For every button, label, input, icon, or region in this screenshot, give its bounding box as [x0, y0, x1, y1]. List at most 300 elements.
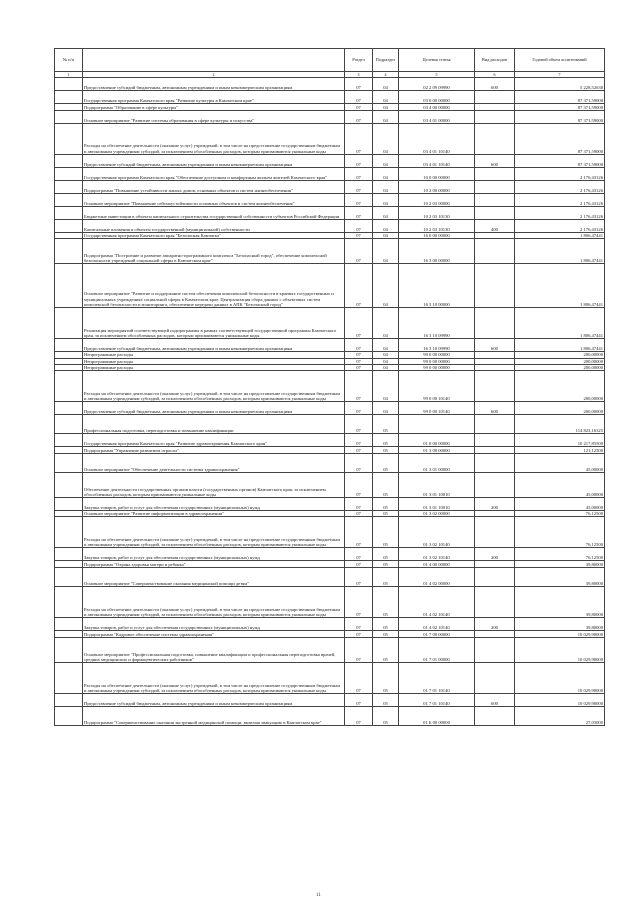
row-razdel-cell: 07: [345, 124, 373, 155]
row-name-cell: Профессиональная подготовка, переподготовка и повышение квалификации: [83, 415, 345, 434]
row-number-cell: [55, 631, 83, 638]
row-name-cell: Непрограммные расходы: [83, 352, 345, 358]
row-number-cell: [55, 434, 83, 447]
row-expense-type-cell: [475, 264, 515, 308]
row-podrazdel-cell: 04: [373, 181, 399, 194]
row-expense-type-cell: 600: [475, 155, 515, 168]
row-number-cell: [55, 220, 83, 233]
row-amount-cell: 39,80000: [515, 587, 605, 618]
column-number: 7: [515, 72, 605, 78]
row-name-cell: Капитальные вложения в объекты государственной (муниципальной) собственности: [83, 220, 345, 233]
row-target-article-cell: 99 0 00 00000: [399, 358, 475, 364]
row-target-article-cell: 01 3 02 10140: [399, 548, 475, 561]
row-podrazdel-cell: 04: [373, 124, 399, 155]
row-podrazdel-cell: 04: [373, 111, 399, 124]
row-name-cell: Подпрограмма "Кадровое обеспечение системы здравоохранения": [83, 631, 345, 638]
row-expense-type-cell: [475, 517, 515, 548]
row-razdel-cell: 07: [345, 91, 373, 104]
row-amount-cell: 39,80000: [515, 561, 605, 568]
row-number-cell: [55, 168, 83, 181]
row-amount-cell: 200,00000: [515, 358, 605, 364]
row-number-cell: [55, 694, 83, 707]
row-amount-cell: 200,00000: [515, 371, 605, 402]
table-row: [55, 638, 605, 663]
table-row: [55, 78, 605, 91]
row-razdel-cell: 07: [345, 352, 373, 358]
table-row: [55, 168, 605, 181]
row-name-cell: Расходы на обеспечение деятельности (оказание услуг) учреждений, в том числе на предоставление государственным бюджетным и автономным учреждениям субсидий, за исключением обособленных расходов, которым присваиваются уникальные коды: [83, 371, 345, 402]
row-razdel-cell: 07: [345, 358, 373, 364]
row-target-article-cell: 99 0 00 00000: [399, 364, 475, 370]
row-name-cell: Предоставление субсидий бюджетным, автономным учреждениям и иным некоммерческим организациям: [83, 339, 345, 352]
row-expense-type-cell: 400: [475, 220, 515, 233]
table-row: [55, 415, 605, 434]
row-expense-type-cell: [475, 104, 515, 111]
row-target-article-cell: 10 2 03 10130: [399, 207, 475, 220]
row-expense-type-cell: [475, 638, 515, 663]
header-cell-expense-type: Вид расходов: [475, 49, 515, 72]
row-number-cell: [55, 339, 83, 352]
row-number-cell: [55, 308, 83, 339]
row-amount-cell: 87 371,59000: [515, 104, 605, 111]
row-number-cell: [55, 91, 83, 104]
row-podrazdel-cell: 04: [373, 155, 399, 168]
row-target-article-cell: 10 2 00 00000: [399, 181, 475, 194]
row-razdel-cell: 07: [345, 498, 373, 511]
row-name-cell: Государственная программа Камчатского края "Обеспечение доступным и комфортным жильем жителей Камчатского края": [83, 168, 345, 181]
row-razdel-cell: 07: [345, 548, 373, 561]
row-target-article-cell: 01 3 00 00000: [399, 447, 475, 454]
row-target-article-cell: 16 3 10 09990: [399, 308, 475, 339]
row-razdel-cell: 07: [345, 339, 373, 352]
row-expense-type-cell: [475, 91, 515, 104]
row-number-cell: [55, 194, 83, 207]
row-number-cell: [55, 181, 83, 194]
row-target-article-cell: 01 7 00 00000: [399, 631, 475, 638]
row-amount-cell: 10 029,90000: [515, 694, 605, 707]
column-number: 4: [373, 72, 399, 78]
row-target-article-cell: 01 4 00 00000: [399, 561, 475, 568]
row-target-article-cell: 01 3 01 10010: [399, 498, 475, 511]
header-row: [55, 49, 605, 72]
row-razdel-cell: 07: [345, 111, 373, 124]
row-number-cell: [55, 707, 83, 726]
row-podrazdel-cell: 04: [373, 91, 399, 104]
table-row: [55, 239, 605, 264]
table-row: [55, 220, 605, 233]
row-target-article-cell: 01 3 02 10140: [399, 517, 475, 548]
row-number-cell: [55, 548, 83, 561]
row-name-cell: Предоставление субсидий бюджетным, автономным учреждениям и иным некоммерческим организациям: [83, 402, 345, 415]
row-name-cell: Подпрограмма "Охрана здоровья матери и ребенка": [83, 561, 345, 568]
row-amount-cell: 1 806,47441: [515, 339, 605, 352]
row-razdel-cell: 07: [345, 207, 373, 220]
row-expense-type-cell: [475, 663, 515, 694]
table-row: [55, 454, 605, 473]
row-amount-cell: 121,12500: [515, 447, 605, 454]
row-expense-type-cell: 600: [475, 402, 515, 415]
row-target-article-cell: 10 0 00 00000: [399, 168, 475, 181]
row-target-article-cell: 01 4 02 00000: [399, 568, 475, 587]
row-expense-type-cell: 600: [475, 339, 515, 352]
row-amount-cell: 45,00000: [515, 454, 605, 473]
row-target-article-cell: [399, 415, 475, 434]
row-podrazdel-cell: 04: [373, 364, 399, 370]
row-amount-cell: 76,12500: [515, 517, 605, 548]
row-podrazdel-cell: 05: [373, 415, 399, 434]
row-amount-cell: 10 029,90000: [515, 638, 605, 663]
row-podrazdel-cell: 05: [373, 473, 399, 498]
table-row: [55, 371, 605, 402]
row-amount-cell: 87 371,59000: [515, 111, 605, 124]
row-name-cell: Предоставление субсидий бюджетным, автономным учреждениям и иным некоммерческим организациям: [83, 78, 345, 91]
row-razdel-cell: 07: [345, 239, 373, 264]
table-row: [55, 181, 605, 194]
row-amount-cell: 45,00000: [515, 473, 605, 498]
row-amount-cell: 87 371,59000: [515, 91, 605, 104]
header-cell-podrazdel: Подраздел: [373, 49, 399, 72]
row-target-article-cell: 99 0 00 00000: [399, 352, 475, 358]
row-expense-type-cell: [475, 473, 515, 498]
page-number: 11: [316, 893, 321, 898]
row-razdel-cell: 07: [345, 220, 373, 233]
row-expense-type-cell: 200: [475, 498, 515, 511]
row-name-cell: Расходы на обеспечение деятельности (оказание услуг) учреждений, в том числе на предоставление государственным бюджетным и автономным учреждениям субсидий, за исключением обособленных расходов, которым присваиваются уникальные коды: [83, 587, 345, 618]
table-row: [55, 447, 605, 454]
row-amount-cell: 1 806,47441: [515, 308, 605, 339]
row-expense-type-cell: [475, 568, 515, 587]
row-podrazdel-cell: 04: [373, 194, 399, 207]
row-name-cell: Основное мероприятие "Профессиональная подготовка, повышение квалификации и профессиональная переподготовка врачей, средних медицинских и фармацевтических работников": [83, 638, 345, 663]
row-podrazdel-cell: 04: [373, 207, 399, 220]
row-name-cell: Обеспечение деятельности государственных органов власти (государственных органов) Камчатского края, за исключением обособленных расходов, которым присваиваются уникальные коды: [83, 473, 345, 498]
header-cell-target-article: Целевая статья: [399, 49, 475, 72]
header-cell-number: № п/п: [55, 49, 83, 72]
row-target-article-cell: 03 4 01 00000: [399, 111, 475, 124]
column-number: 2: [83, 72, 345, 78]
table-row: [55, 548, 605, 561]
row-podrazdel-cell: 04: [373, 104, 399, 111]
row-podrazdel-cell: 04: [373, 239, 399, 264]
row-razdel-cell: 07: [345, 694, 373, 707]
row-number-cell: [55, 618, 83, 631]
row-expense-type-cell: 600: [475, 78, 515, 91]
table-row: [55, 587, 605, 618]
row-number-cell: [55, 663, 83, 694]
row-razdel-cell: 07: [345, 707, 373, 726]
table-body: [55, 78, 605, 726]
row-razdel-cell: 07: [345, 447, 373, 454]
row-podrazdel-cell: 05: [373, 447, 399, 454]
row-name-cell: Расходы на обеспечение деятельности (оказание услуг) учреждений, в том числе на предоставление государственным бюджетным и автономным учреждениям субсидий, за исключением обособленных расходов, которым присваиваются уникальные коды: [83, 517, 345, 548]
row-razdel-cell: 07: [345, 638, 373, 663]
row-expense-type-cell: [475, 371, 515, 402]
row-podrazdel-cell: 05: [373, 568, 399, 587]
table-row: [55, 694, 605, 707]
row-name-cell: Государственная программа Камчатского края "Развитие здравоохранения Камчатского края": [83, 434, 345, 447]
row-name-cell: Закупка товаров, работ и услуг для обеспечения государственных (муниципальных) нужд: [83, 618, 345, 631]
table-row: [55, 264, 605, 308]
row-expense-type-cell: [475, 415, 515, 434]
row-podrazdel-cell: 05: [373, 511, 399, 517]
row-target-article-cell: 01 Б 00 00000: [399, 707, 475, 726]
row-amount-cell: 2 176,43126: [515, 181, 605, 194]
row-razdel-cell: 07: [345, 264, 373, 308]
row-target-article-cell: 16 3 10 09990: [399, 339, 475, 352]
row-number-cell: [55, 561, 83, 568]
row-expense-type-cell: [475, 111, 515, 124]
row-razdel-cell: 07: [345, 434, 373, 447]
row-podrazdel-cell: 04: [373, 264, 399, 308]
row-podrazdel-cell: 04: [373, 358, 399, 364]
row-razdel-cell: 07: [345, 568, 373, 587]
row-name-cell: Непрограммные расходы: [83, 364, 345, 370]
row-razdel-cell: 07: [345, 473, 373, 498]
row-name-cell: Подпрограмма "Повышение устойчивости жилых домов, основных объектов и систем жизнеобеспечения": [83, 181, 345, 194]
table-row: [55, 707, 605, 726]
row-expense-type-cell: [475, 707, 515, 726]
row-name-cell: Предоставление субсидий бюджетным, автономным учреждениям и иным некоммерческим организациям: [83, 694, 345, 707]
row-podrazdel-cell: 05: [373, 434, 399, 447]
table-row: [55, 498, 605, 511]
table-row: [55, 124, 605, 155]
row-podrazdel-cell: 05: [373, 587, 399, 618]
row-name-cell: Основное мероприятие "Совершенствование оказания медицинской помощи детям": [83, 568, 345, 587]
table-row: [55, 663, 605, 694]
row-number-cell: [55, 264, 83, 308]
row-amount-cell: 45,00000: [515, 498, 605, 511]
row-name-cell: Подпрограмма "Управление развитием отрасли": [83, 447, 345, 454]
row-number-cell: [55, 517, 83, 548]
row-target-article-cell: 02 2 09 09990: [399, 78, 475, 91]
row-amount-cell: 200,00000: [515, 364, 605, 370]
row-expense-type-cell: [475, 168, 515, 181]
row-name-cell: Реализация мероприятий соответствующей подпрограммы в рамках соответствующей государственной программы Камчатского края, за исключением обособленных расходов, которым присваиваются уникальные коды: [83, 308, 345, 339]
row-name-cell: Основное мероприятие "Развитие информатизации в здравоохранении": [83, 511, 345, 517]
row-podrazdel-cell: 04: [373, 402, 399, 415]
table-row: [55, 194, 605, 207]
table-row: [55, 308, 605, 339]
row-name-cell: Расходы на обеспечение деятельности (оказание услуг) учреждений, в том числе на предоставление государственным бюджетным и автономным учреждениям субсидий, за исключением обособленных расходов, которым присваиваются уникальные коды: [83, 663, 345, 694]
table-row: [55, 434, 605, 447]
row-podrazdel-cell: 04: [373, 233, 399, 239]
row-target-article-cell: 01 3 01 10010: [399, 473, 475, 498]
column-number: 6: [475, 72, 515, 78]
row-razdel-cell: 07: [345, 618, 373, 631]
row-name-cell: Основное мероприятие "Развитие и поддержание систем обеспечения комплексной безопасности в краевых государственных и муниципальных учреждениях социальной сферы в Камчатском крае. Централизация сбора данных с объектовых систем комплексной безопасности и мониторинга, обеспечение передачи данных в АПК "Безопасный город": [83, 264, 345, 308]
row-podrazdel-cell: 05: [373, 618, 399, 631]
row-name-cell: Расходы на обеспечение деятельности (оказание услуг) учреждений, в том числе на предоставление государственным бюджетным и автономным учреждениям субсидий, за исключением обособленных расходов, которым присваиваются уникальные коды: [83, 124, 345, 155]
row-target-article-cell: 99 0 00 10140: [399, 371, 475, 402]
row-razdel-cell: 07: [345, 415, 373, 434]
row-razdel-cell: 07: [345, 233, 373, 239]
row-number-cell: [55, 498, 83, 511]
row-amount-cell: 5 228,52630: [515, 78, 605, 91]
row-podrazdel-cell: 04: [373, 220, 399, 233]
row-target-article-cell: 03 4 00 00000: [399, 104, 475, 111]
table-row: [55, 517, 605, 548]
row-podrazdel-cell: 05: [373, 561, 399, 568]
row-amount-cell: 76,12500: [515, 548, 605, 561]
row-razdel-cell: 07: [345, 517, 373, 548]
row-amount-cell: 200,00000: [515, 352, 605, 358]
row-amount-cell: 39,80000: [515, 618, 605, 631]
row-podrazdel-cell: 05: [373, 638, 399, 663]
row-podrazdel-cell: 05: [373, 631, 399, 638]
row-name-cell: Непрограммные расходы: [83, 358, 345, 364]
row-number-cell: [55, 207, 83, 220]
row-amount-cell: 27,03000: [515, 707, 605, 726]
row-expense-type-cell: [475, 561, 515, 568]
row-expense-type-cell: 200: [475, 548, 515, 561]
row-amount-cell: 87 371,59000: [515, 124, 605, 155]
row-expense-type-cell: [475, 207, 515, 220]
row-amount-cell: 10 217,85500: [515, 434, 605, 447]
row-amount-cell: 1 806,47441: [515, 264, 605, 308]
row-amount-cell: 1 806,47441: [515, 239, 605, 264]
row-podrazdel-cell: 04: [373, 168, 399, 181]
row-number-cell: [55, 78, 83, 91]
row-razdel-cell: 07: [345, 308, 373, 339]
row-expense-type-cell: 200: [475, 618, 515, 631]
row-razdel-cell: 07: [345, 181, 373, 194]
row-podrazdel-cell: 05: [373, 694, 399, 707]
row-podrazdel-cell: 05: [373, 517, 399, 548]
row-amount-cell: 76,12500: [515, 511, 605, 517]
row-target-article-cell: 16 3 00 00000: [399, 239, 475, 264]
row-expense-type-cell: [475, 124, 515, 155]
row-amount-cell: 2 176,43126: [515, 194, 605, 207]
row-amount-cell: 39,80000: [515, 568, 605, 587]
row-target-article-cell: 01 7 01 10140: [399, 663, 475, 694]
row-number-cell: [55, 371, 83, 402]
row-name-cell: Закупка товаров, работ и услуг для обеспечения государственных (муниципальных) нужд: [83, 498, 345, 511]
row-razdel-cell: 07: [345, 78, 373, 91]
row-target-article-cell: 01 4 02 10140: [399, 587, 475, 618]
row-razdel-cell: 07: [345, 587, 373, 618]
table-row: [55, 339, 605, 352]
row-number-cell: [55, 568, 83, 587]
row-podrazdel-cell: 04: [373, 308, 399, 339]
row-number-cell: [55, 155, 83, 168]
row-razdel-cell: 07: [345, 104, 373, 111]
row-razdel-cell: 07: [345, 663, 373, 694]
row-target-article-cell: 16 3 10 00000: [399, 264, 475, 308]
row-name-cell: Подпрограмма "Совершенствование оказания экстренной медицинской помощи, включая эвакуацию в Камчатском крае": [83, 707, 345, 726]
row-podrazdel-cell: 05: [373, 707, 399, 726]
row-number-cell: [55, 587, 83, 618]
row-number-cell: [55, 124, 83, 155]
row-name-cell: Основное мероприятие "Развитие системы образования в сфере культуры и искусства": [83, 111, 345, 124]
row-number-cell: [55, 473, 83, 498]
row-name-cell: Основное мероприятие "Повышение сейсмоустойчивости основных объектов и систем жизнеобеспечения": [83, 194, 345, 207]
row-number-cell: [55, 415, 83, 434]
row-amount-cell: 2 176,43126: [515, 220, 605, 233]
row-number-cell: [55, 239, 83, 264]
row-expense-type-cell: [475, 434, 515, 447]
table-row: [55, 561, 605, 568]
row-target-article-cell: 01 0 00 00000: [399, 434, 475, 447]
table-row: [55, 402, 605, 415]
header-cell-razdel: Раздел: [345, 49, 373, 72]
row-razdel-cell: 07: [345, 194, 373, 207]
table-row: [55, 91, 605, 104]
row-amount-cell: 87 371,59000: [515, 155, 605, 168]
row-amount-cell: 10 029,90000: [515, 631, 605, 638]
row-expense-type-cell: [475, 454, 515, 473]
row-podrazdel-cell: 05: [373, 498, 399, 511]
row-target-article-cell: 99 0 00 10140: [399, 402, 475, 415]
header-cell-name: [83, 49, 345, 72]
row-target-article-cell: 03 4 01 10140: [399, 124, 475, 155]
row-podrazdel-cell: 04: [373, 339, 399, 352]
row-razdel-cell: 07: [345, 402, 373, 415]
row-razdel-cell: 07: [345, 454, 373, 473]
table-row: [55, 618, 605, 631]
row-razdel-cell: 07: [345, 561, 373, 568]
column-number: 3: [345, 72, 373, 78]
row-number-cell: [55, 454, 83, 473]
row-razdel-cell: 07: [345, 168, 373, 181]
row-target-article-cell: 16 0 00 00000: [399, 233, 475, 239]
row-expense-type-cell: [475, 587, 515, 618]
row-razdel-cell: 07: [345, 155, 373, 168]
table-row: [55, 568, 605, 587]
row-target-article-cell: 03 0 00 00000: [399, 91, 475, 104]
table-row: [55, 473, 605, 498]
row-target-article-cell: 01 7 01 10140: [399, 694, 475, 707]
row-expense-type-cell: [475, 308, 515, 339]
row-amount-cell: 200,00000: [515, 402, 605, 415]
row-number-cell: [55, 402, 83, 415]
row-number-cell: [55, 638, 83, 663]
table-row: [55, 207, 605, 220]
row-podrazdel-cell: 04: [373, 371, 399, 402]
table-row: [55, 111, 605, 124]
header-cell-annual-amount: Годовой объем ассигнований: [515, 49, 605, 72]
column-number: 5: [399, 72, 475, 78]
table-row: [55, 104, 605, 111]
row-target-article-cell: 01 3 01 00000: [399, 454, 475, 473]
column-number: 1: [55, 72, 83, 78]
row-name-cell: Государственная программа Камчатского края "Безопасная Камчатка": [83, 233, 345, 239]
row-target-article-cell: 10 2 03 10130: [399, 220, 475, 233]
row-number-cell: [55, 104, 83, 111]
row-target-article-cell: 01 7 01 00000: [399, 638, 475, 663]
row-name-cell: Государственная программа Камчатского края "Развитие культуры в Камчатском крае": [83, 91, 345, 104]
row-razdel-cell: 07: [345, 371, 373, 402]
row-amount-cell: 10 029,90000: [515, 663, 605, 694]
row-target-article-cell: 03 4 01 10140: [399, 155, 475, 168]
row-podrazdel-cell: 04: [373, 78, 399, 91]
row-target-article-cell: 01 4 02 10140: [399, 618, 475, 631]
row-name-cell: Подпрограмма "Образование в сфере культуры": [83, 104, 345, 111]
row-amount-cell: 1 806,47441: [515, 233, 605, 239]
row-target-article-cell: 01 3 02 00000: [399, 511, 475, 517]
row-amount-cell: 2 176,43126: [515, 168, 605, 181]
row-expense-type-cell: [475, 194, 515, 207]
table-row: [55, 155, 605, 168]
row-number-cell: [55, 447, 83, 454]
row-name-cell: Закупка товаров, работ и услуг для обеспечения государственных (муниципальных) нужд: [83, 548, 345, 561]
budget-table: [54, 48, 605, 726]
row-razdel-cell: 07: [345, 364, 373, 370]
row-amount-cell: 2 176,43126: [515, 207, 605, 220]
row-name-cell: Подпрограмма "Построение и развитие аппаратно-программного комплекса "Безопасный город", обеспечение комплексной безопасности учреждений социальной сферы в Камчатском крае": [83, 239, 345, 264]
row-target-article-cell: 10 2 03 00000: [399, 194, 475, 207]
row-amount-cell: 114 823,16325: [515, 415, 605, 434]
row-podrazdel-cell: 05: [373, 454, 399, 473]
